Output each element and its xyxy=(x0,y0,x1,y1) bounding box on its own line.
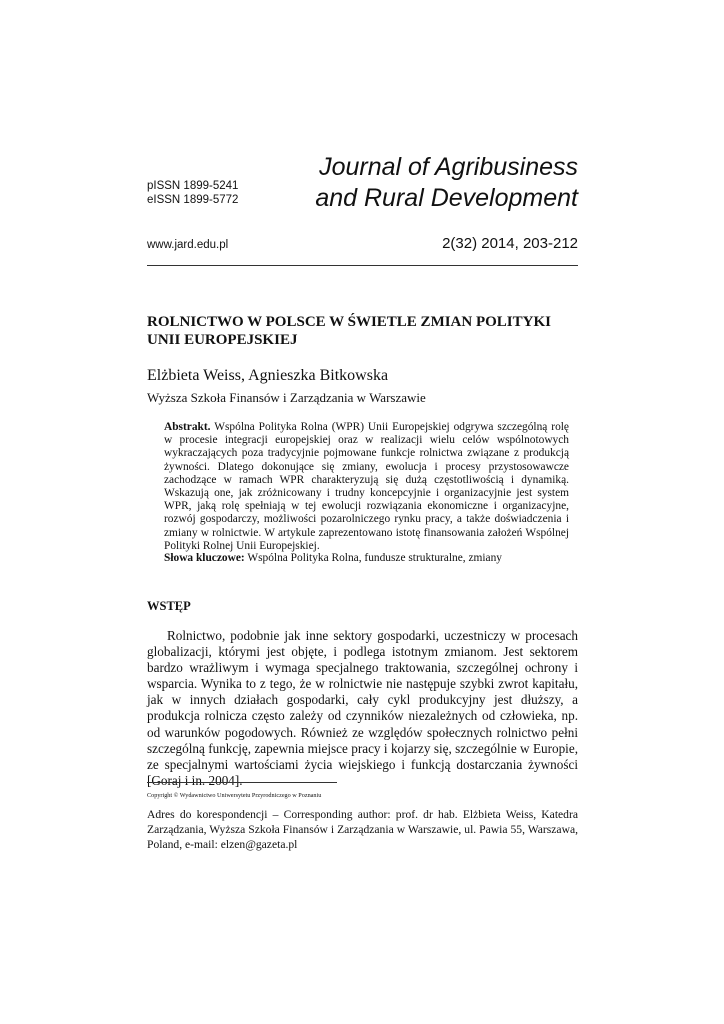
abstract xyxy=(164,421,569,553)
journal-url[interactable]: www.jard.edu.pl xyxy=(147,239,229,251)
abstract-text: Wspólna Polityka Rolna (WPR) Unii Europejskiej odgrywa szczególną rolę w procesie integracji europejskiej oraz w realizacji wielu celów wspólnotowych wykraczających poza tradycyjnie pojmowane funkcje rolnictwa związane z produkcją żywności. Dlatego dokonujące się zmiany, ewolucja i procesy przystosowawcze zachodzące w ramach WPR charakteryzują się dużą częstotliwością i dynamiką. Wskazują one, jak zróżnicowany i trudny koncepcyjnie i organizacyjnie jest system WPR, jaką rolę spełniają w tej ewolucji rozwiązania ekonomiczne i organizacyjne, rozwój gospodarczy, możliwości pozarolniczego rynku pracy, a także doświadczenia i zmiany w rolnictwie. W artykule zaprezentowano istotę finansowania założeń Wspólnej Polityki Rolnej Unii Europejskiej. xyxy=(164,421,569,552)
journal-title-line2: and Rural Development xyxy=(315,184,578,212)
journal-title xyxy=(315,152,578,214)
keywords xyxy=(164,552,569,564)
abstract-label: Abstrakt. xyxy=(164,421,211,433)
author-affiliation: Wyższa Szkoła Finansów i Zarządzania w Warszawie xyxy=(147,390,426,405)
pissn: pISSN 1899-5241 xyxy=(147,180,239,192)
keywords-label: Słowa kluczowe: xyxy=(164,552,245,564)
article-title: ROLNICTWO W POLSCE W ŚWIETLE ZMIAN POLITYKI UNII EUROPEJSKIEJ xyxy=(147,314,551,348)
correspondence-address: Adres do korespondencji – Corresponding author: prof. dr hab. Elżbieta Weiss, Katedra Zarządzania, Wyższa Szkoła Finansów i Zarządzania w Warszawie, ul. Pawia 55, Warszawa, Poland, e-mail: elzen@gazeta.pl xyxy=(147,808,578,851)
header-divider xyxy=(147,265,578,266)
copyright-notice: Copyright © Wydawnictwo Uniwersytetu Przyrodniczego w Poznaniu xyxy=(147,792,322,799)
issn-block xyxy=(147,179,238,207)
article-authors: Elżbieta Weiss, Agnieszka Bitkowska xyxy=(147,367,389,384)
keywords-text: Wspólna Polityka Rolna, fundusze strukturalne, zmiany xyxy=(247,552,502,564)
journal-title-line1: Journal of Agribusiness xyxy=(319,153,578,181)
issue-info: 2(32) 2014, 203-212 xyxy=(442,235,578,252)
intro-paragraph: Rolnictwo, podobnie jak inne sektory gospodarki, uczestniczy w procesach globalizacji, którymi jest objęte, i podlega istotnym zmianom. Jest sektorem bardzo wrażliwym i wymaga specjalnego traktowania, szczególnej ochrony i wsparcia. Wynika to z tego, że w rolnictwie nie następuje szybki zwrot kapitału, jak w innych działach gospodarki, cały cykl produkcyjny jest dłuższy, a produkcja rolnicza często zależy od czynników niezależnych od człowieka, np. od warunków pogodowych. Również ze względów społecznych rolnictwo pełni szczególną funkcję, zapewnia miejsce pracy i kojarzy się, szczególnie w Europie, ze specjalnymi wartościami życia wiejskiego i funkcją dostarczania żywności [Goraj i in. 2004]. xyxy=(147,628,578,788)
eissn: eISSN 1899-5772 xyxy=(147,194,239,206)
footnote-divider xyxy=(147,782,337,783)
section-heading: WSTĘP xyxy=(147,599,191,613)
